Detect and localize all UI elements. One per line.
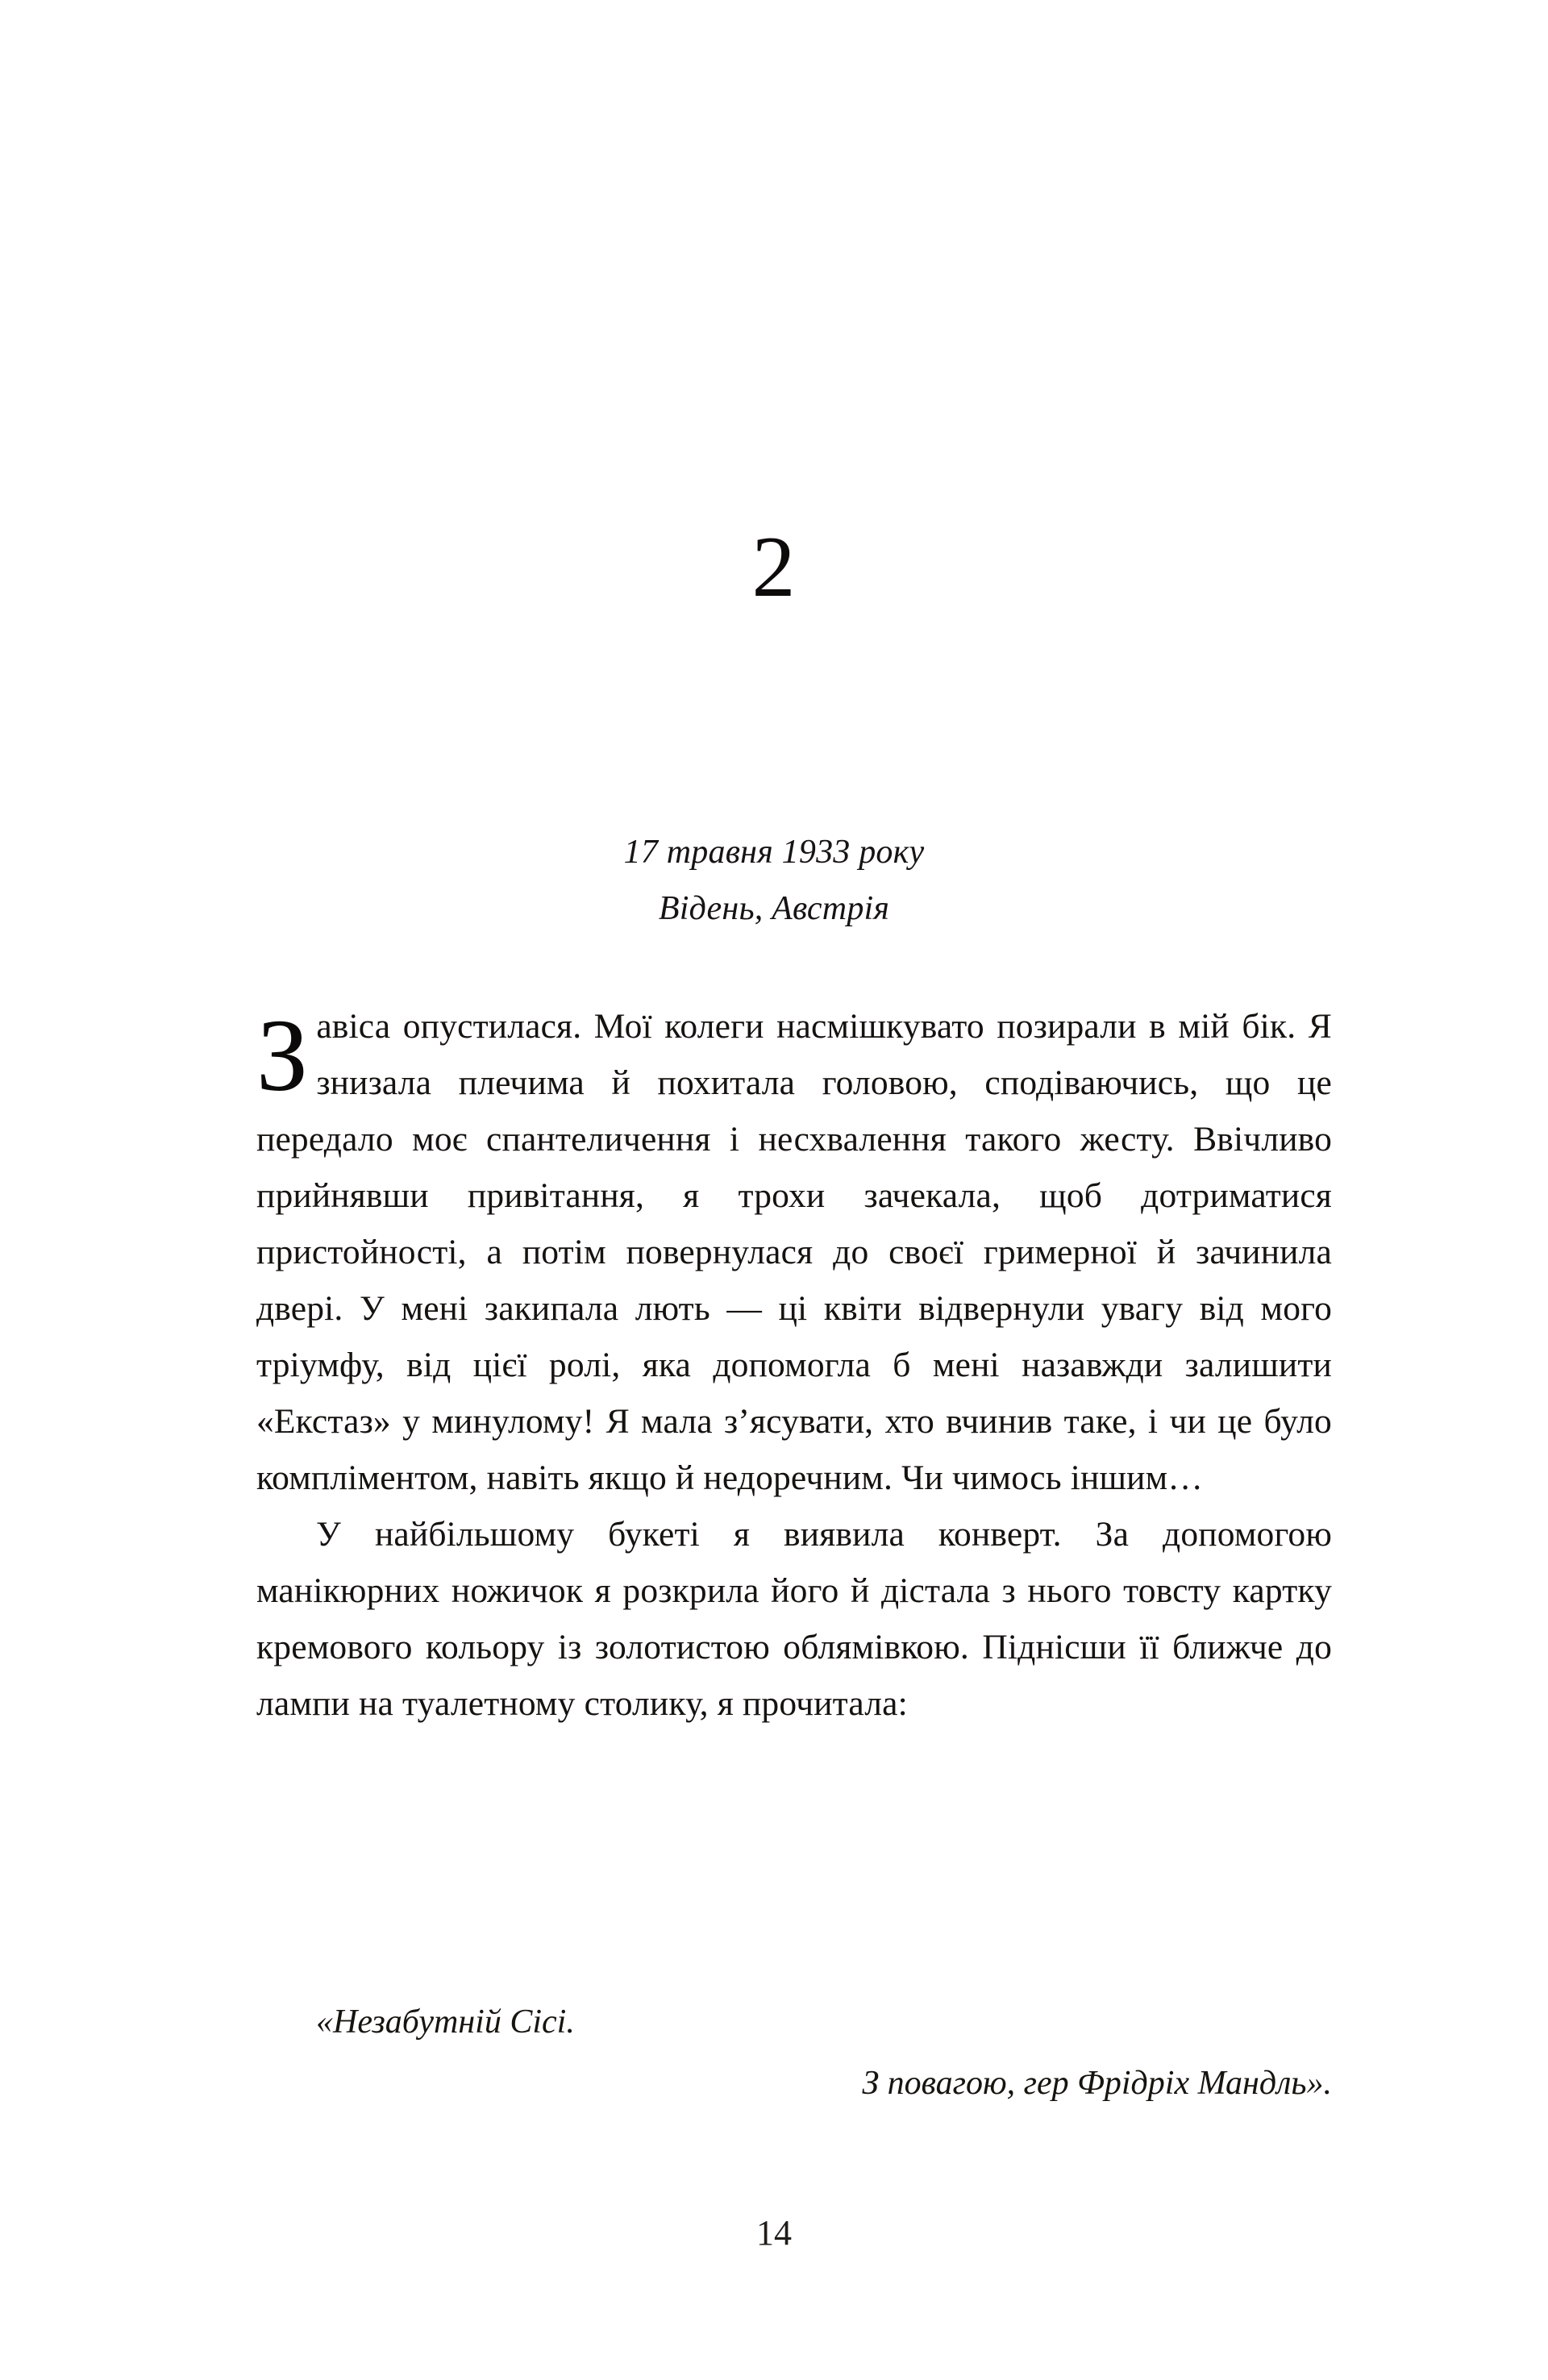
letter-signature: З повагою, гер Фрідріх Мандль». — [862, 2065, 1332, 2102]
body-text-column — [256, 998, 1332, 1732]
chapter-number: 2 — [751, 519, 797, 615]
letter-salutation: «Незабутній Сісі. — [316, 2003, 575, 2041]
dateline-block — [0, 824, 1548, 937]
drop-cap: З — [256, 998, 309, 1113]
paragraph-second — [256, 1506, 1332, 1732]
paragraph-second-text: У найбільшому букеті я виявила конверт. За допомогою манікюрних ножичок я розкрила його й дістала з нього товсту картку кремового кольору із золотистою облямівкою. Піднісши її ближче до лампи на туалетному столику, я прочитала: — [256, 1515, 1332, 1723]
letter-quote-block — [256, 1991, 1332, 2114]
paragraph-first-text: авіса опустилася. Мої колеги насмішкувато позирали в мій бік. Я знизала плечима й похитала головою, сподіваючись, що це передало моє спантеличення і несхвалення такого жесту. Ввічливо прийнявши привітання, я трохи зачекала, щоб дотриматися пристойності, а потім повернулася до своєї гримерної й зачинила двері. У мені закипала лють — ці квіти відвернули увагу від мого тріумфу, від цієї ролі, яка допомогла б мені назавжди залишити «Екстаз» у минулому! Я мала з’ясувати, хто вчинив таке, і чи це було компліментом, навіть якщо й недоречним. Чи чимось іншим… — [256, 1007, 1332, 1497]
dateline-place: Відень, Австрія — [658, 890, 890, 927]
paragraph-first — [256, 998, 1332, 1506]
page-number: 14 — [756, 2213, 792, 2253]
dateline-date: 17 травня 1933 року — [623, 834, 925, 871]
